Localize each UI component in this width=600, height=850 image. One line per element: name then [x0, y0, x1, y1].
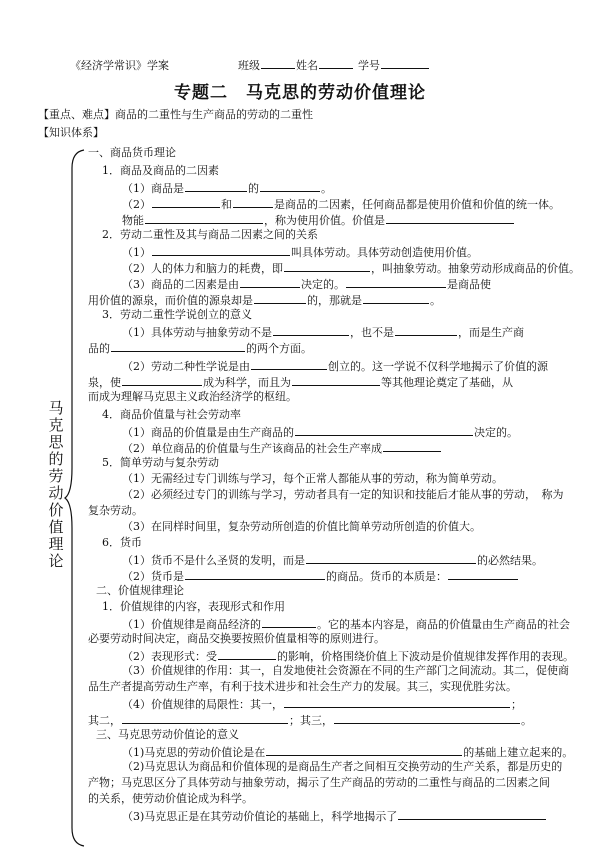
text: （2）: [122, 198, 151, 211]
course-name: 《经济学常识》学案: [70, 59, 169, 72]
text: （1）商品是: [122, 182, 184, 195]
text: 决定的。: [301, 278, 345, 291]
text: 泉，使: [88, 376, 121, 389]
answer-blank[interactable]: [185, 180, 247, 192]
answer-blank[interactable]: [398, 808, 546, 820]
answer-blank[interactable]: [346, 276, 446, 288]
text-line: [88, 712, 532, 728]
text-line: [122, 212, 515, 228]
text: （1）: [122, 246, 151, 259]
text: 其二，: [88, 714, 121, 727]
subheading: 1．商品及商品的二因素: [102, 164, 219, 177]
text: ；: [511, 698, 522, 711]
text: 的必然结果。: [477, 554, 543, 567]
text: 。它的基本内容是，商品的价值量由生产商品的社会: [317, 618, 570, 631]
answer-blank[interactable]: [260, 180, 320, 192]
text-line: （1）无需经过专门训练与学习，每个正常人都能从事的劳动，称为简单劳动。: [122, 472, 503, 485]
answer-blank[interactable]: [262, 616, 316, 628]
text-line: [122, 244, 478, 260]
text-line: [122, 568, 519, 584]
focus-text: 商品的二重性与生产商品的劳动的二重性: [115, 108, 313, 121]
text-line: [122, 424, 518, 440]
text: 决定的。: [474, 426, 518, 439]
subheading: 5．简单劳动与复杂劳动: [102, 456, 219, 469]
text: 。: [521, 714, 532, 727]
answer-blank[interactable]: [383, 440, 441, 452]
text: （2）劳动二种性学说是由: [122, 360, 250, 373]
text: 用价值的源泉，而价值的源泉却是: [88, 294, 253, 307]
answer-blank[interactable]: [240, 276, 300, 288]
subheading: 1．价值规律的内容，表现形式和作用: [102, 600, 285, 613]
text-line: [122, 808, 547, 824]
text-line: [122, 324, 524, 340]
name-label: 姓名: [296, 59, 318, 72]
answer-blank[interactable]: [254, 292, 306, 304]
text: ，称为使用价值。价值是: [264, 214, 385, 227]
text: 成为科学，而且为: [203, 376, 291, 389]
text-line: [122, 616, 570, 632]
text: 的基础上建立起来的。: [463, 746, 574, 759]
answer-blank[interactable]: [334, 712, 520, 724]
text: ，叫抽象劳动。抽象劳动形成商品的价值。: [371, 262, 580, 275]
text-line: 的关系，使劳动价值论成为科学。: [88, 792, 253, 805]
answer-blank[interactable]: [111, 340, 245, 352]
answer-blank[interactable]: [145, 212, 263, 224]
text: （4）价值规律的局限性：其一，: [122, 698, 283, 711]
knowledge-tag: 【知识体系】: [38, 126, 104, 139]
text-line: 而成为理解马克思主义政治经济学的枢纽。: [88, 390, 297, 403]
text: 物能: [122, 214, 144, 227]
text: （3）商品的二因素是由: [122, 278, 239, 291]
text-line: 品生产者提高劳动生产率，有利于技术进步和社会生产力的发展。其三，实现优胜劣汰。: [88, 680, 517, 693]
text-line: （3）在同样时间里，复杂劳动所创造的价值比简单劳动所创造的价值大。: [122, 520, 481, 533]
class-blank[interactable]: [261, 57, 295, 69]
text-line: [122, 180, 332, 196]
text: 的影响，价格围绕价值上下波动是价值规律发挥作用的表现。: [277, 650, 574, 663]
section-heading: 一、商品货币理论: [88, 146, 176, 159]
name-blank[interactable]: [319, 57, 353, 69]
answer-blank[interactable]: [284, 696, 510, 708]
text: 是商品使: [447, 278, 491, 291]
subheading: 3．劳动二重性学说创立的意义: [102, 308, 252, 321]
text: ，而是生产商: [458, 326, 524, 339]
page-title: 专题二 马克思的劳动价值理论: [174, 83, 426, 103]
text: 品的: [88, 342, 110, 355]
section-heading: 二、价值规律理论: [96, 584, 184, 597]
text: 叫具体劳动。具体劳动创造使用价值。: [291, 246, 478, 259]
text: （1)马克思的劳动价值论是在: [122, 746, 266, 759]
answer-blank[interactable]: [448, 568, 518, 580]
answer-blank[interactable]: [185, 568, 325, 580]
text: （2）货币是: [122, 570, 184, 583]
focus-line: [38, 108, 313, 122]
id-blank[interactable]: [381, 57, 429, 69]
side-label: 马克思的劳动价值理论: [48, 399, 64, 570]
text: 是商品的二因素，任何商品都是使用价值和价值的统一体。: [274, 198, 560, 211]
answer-blank[interactable]: [122, 712, 288, 724]
id-label: 学号: [358, 59, 380, 72]
text-line: [122, 196, 560, 212]
text: 和: [221, 198, 232, 211]
text-line: [122, 648, 574, 664]
text-line: [88, 374, 513, 390]
answer-blank[interactable]: [363, 292, 429, 304]
text: （2）表现形式：受: [122, 650, 217, 663]
text: 的: [248, 182, 259, 195]
text-line: [122, 260, 580, 276]
answer-blank[interactable]: [266, 744, 462, 756]
subheading: 2．劳动二重性及其与商品二因素之间的关系: [102, 228, 318, 241]
text-line: （3）价值规律的作用：其一，自发地使社会资源在不同的生产部门之间流动。其二，促使商: [122, 664, 569, 677]
focus-tag: 【重点、难点】: [38, 108, 115, 121]
answer-blank[interactable]: [306, 552, 476, 564]
side-brace: [62, 148, 88, 848]
answer-blank[interactable]: [273, 324, 349, 336]
answer-blank[interactable]: [251, 358, 327, 370]
text-line: 产物；马克思区分了具体劳动与抽象劳动，揭示了生产商品的劳动的二重性与商品的二因素之间: [88, 776, 550, 789]
text-line: 复杂劳动。: [88, 504, 143, 517]
text-line: [122, 440, 442, 456]
text: （1）商品的价值量是由生产商品的: [122, 426, 294, 439]
text: 。: [321, 182, 332, 195]
section-heading: 三、马克思劳动价值论的意义: [96, 728, 239, 741]
text: （2）人的体力和脑力的耗费，即: [122, 262, 283, 275]
answer-blank[interactable]: [284, 260, 370, 272]
answer-blank[interactable]: [386, 212, 514, 224]
text-line: 必要劳动时间决定，商品交换要按照价值量相等的原则进行。: [88, 632, 385, 645]
class-field: [238, 57, 430, 73]
answer-blank[interactable]: [292, 374, 380, 386]
answer-blank[interactable]: [152, 244, 290, 256]
subheading: 6．货币: [102, 536, 142, 549]
subheading: 4．商品价值量与社会劳动率: [102, 408, 241, 421]
text-line: （2)马克思认为商品和价值体现的是商品生产者之间相互交换劳动的生产关系，都是历史的: [122, 760, 563, 773]
text: 等其他理论奠定了基础，从: [381, 376, 513, 389]
text: （1）货币不是什么圣贤的发明，而是: [122, 554, 305, 567]
text: ，也不是: [350, 326, 394, 339]
text: 的，那就是: [307, 294, 362, 307]
answer-blank[interactable]: [152, 196, 220, 208]
answer-blank[interactable]: [122, 374, 202, 386]
text-line: [88, 292, 441, 308]
answer-blank[interactable]: [218, 648, 276, 660]
text: （2）单位商品的价值量与生产该商品的社会生产率成: [122, 442, 382, 455]
text: 的商品。货币的本质是：: [326, 570, 447, 583]
answer-blank[interactable]: [395, 324, 457, 336]
text: ；其三，: [289, 714, 333, 727]
text-line: （2）必须经过专门的训练与学习，劳动者具有一定的知识和技能后才能从事的劳动， 称为: [122, 488, 564, 501]
text-line: [122, 276, 491, 292]
text-line: [122, 696, 522, 712]
text-line: [122, 358, 548, 374]
class-label: 班级: [238, 59, 260, 72]
text-line: [122, 744, 573, 760]
text-line: [122, 552, 543, 568]
answer-blank[interactable]: [233, 196, 273, 208]
answer-blank[interactable]: [295, 424, 473, 436]
text: 的两个方面。: [246, 342, 312, 355]
text-line: [88, 340, 312, 356]
text: （1）价值规律是商品经济的: [122, 618, 261, 631]
text: 创立的。这一学说不仅科学地揭示了价值的源: [328, 360, 548, 373]
text: 。: [430, 294, 441, 307]
text: （3)马克思正是在其劳动价值论的基础上，科学地揭示了: [122, 810, 398, 823]
text: （1）具体劳动与抽象劳动不是: [122, 326, 272, 339]
